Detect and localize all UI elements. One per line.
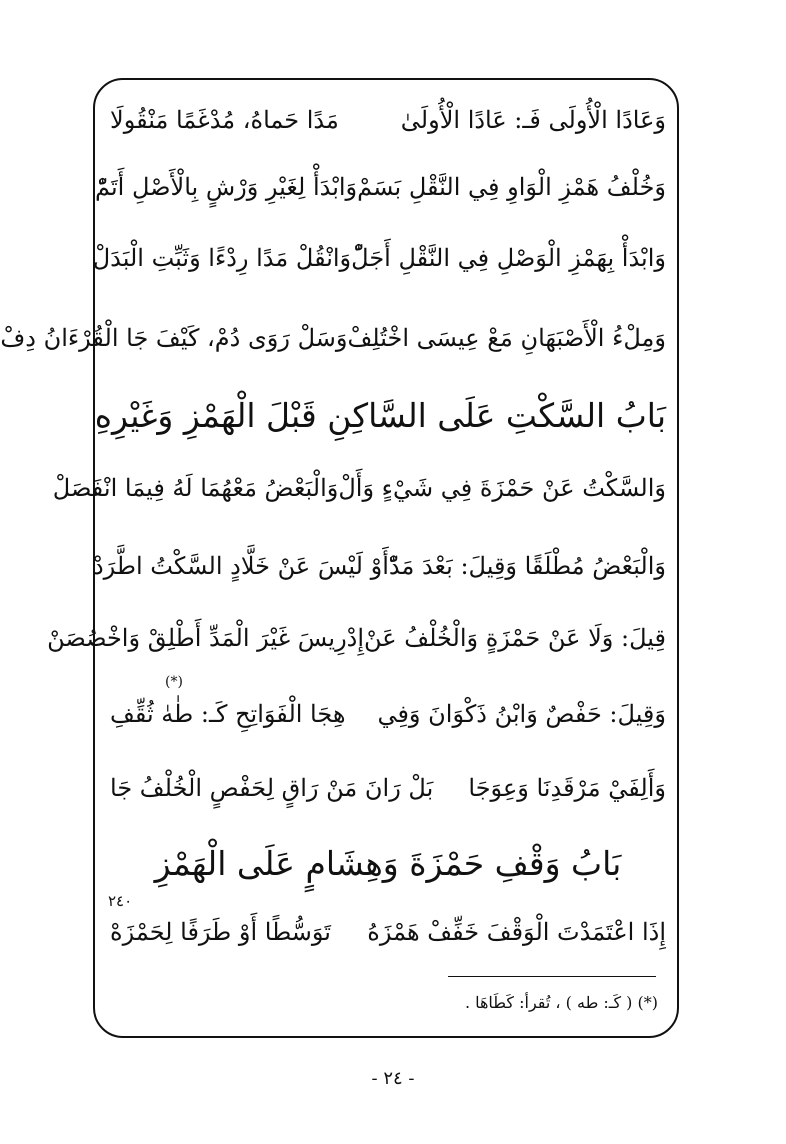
footnote-text: (*) ( كَـ: طه ) ، تُقرأ: كَطَاهَا . [464, 993, 658, 1012]
verse-line [95, 165, 666, 209]
verse-line [0, 316, 666, 360]
footnote-marker: (*) [165, 674, 183, 690]
footnote-divider [448, 976, 656, 977]
verse-first-hemistich: وَأَلِفَيْ مَرْقَدِنَا وَعِوَجَا [468, 774, 666, 802]
verse-first-hemistich: وَابْدَأْ بِهَمْزِ الْوَصْلِ فِي النَّقْلِ أَجَلّْ [351, 244, 666, 272]
verse-first-hemistich: وَالْبَعْضُ مُطْلَقًا وَقِيلَ: بَعْدَ مَدّْ [388, 552, 666, 580]
verse-line [47, 616, 666, 660]
verse-second-hemistich: تَوَسُّطًا أَوْ طَرَفًا لِحَمْزَهْ [110, 918, 331, 946]
verse-first-hemistich: وَعَادًا الْأُولَى فَـ: عَادًا الْأُولَىٰ [400, 106, 666, 134]
verse-first-hemistich: قِيلَ: وَلَا عَنْ حَمْزَةٍ وَالْخُلْفُ عَنْ [364, 624, 666, 652]
verse-second-hemistich: أَوْ لَيْسَ عَنْ خَلَّادٍ السَّكْتُ اطَّرَدْ [92, 552, 389, 580]
verse-line [110, 910, 666, 954]
section-heading-sakt: بَابُ السَّكْتِ عَلَى السَّاكِنِ قَبْلَ الْهَمْزِ وَغَيْرِهِ [94, 396, 666, 435]
verse-first-hemistich: وَخُلْفُ هَمْزِ الْوَاوِ فِي النَّقْلِ بَسَمْ [357, 173, 666, 201]
verse-second-hemistich: وَانْقُلْ مَدًا رِدْءًا وَثَبِّتِ الْبَدَلْ [92, 244, 352, 272]
verse-second-hemistich: بَلْ رَانَ مَنْ رَاقٍ لِحَفْصٍ الْخُلْفُ جَا [110, 774, 434, 802]
verse-second-hemistich: وَابْدَأْ لِغَيْرِ وَرْشٍ بِالْأَصْلِ أَتَمّْ [95, 173, 358, 201]
verse-line [92, 236, 666, 280]
verse-second-hemistich: وَالْبَعْضُ مَعْهُمَا لَهُ فِيمَا انْفَصَلْ [52, 474, 339, 502]
section-heading-waqf: بَابُ وَقْفِ حَمْزَةَ وَهِشَامٍ عَلَى الْهَمْزِ [154, 844, 622, 883]
verse-second-hemistich: هِجَا الْفَوَاتِحِ كَـ: طٰهٰ ثُقِّفِ [110, 700, 346, 728]
verse-line [52, 466, 666, 510]
verse-first-hemistich: وَالسَّكْتُ عَنْ حَمْزَةَ فِي شَيْءٍ وَأَلْ [338, 474, 666, 502]
verse-second-hemistich: مَدًا حَماهُ، مُدْغَمًا مَنْقُولَا [110, 106, 339, 134]
verse-first-hemistich: إِذَا اعْتَمَدْتَ الْوَقْفَ خَفِّفْ هَمْزَهُ [367, 918, 666, 946]
page-number: - ٢٤ - [371, 1068, 415, 1089]
verse-first-hemistich: وَقِيلَ: حَفْصٌ وَابْنُ ذَكْوَانَ وَفِي [377, 700, 666, 728]
verse-line [110, 692, 666, 736]
verse-second-hemistich: وَسَلْ رَوَى دُمْ، كَيْفَ جَا الْقُرْءَانُ دِفْ [0, 324, 348, 352]
verse-line [110, 98, 666, 142]
verse-second-hemistich: إِدْرِيسَ غَيْرَ الْمَدِّ أَطْلِقْ وَاخْصُصَنْ [47, 624, 365, 652]
verse-number: ٢٤٠ [108, 892, 133, 910]
verse-first-hemistich: وَمِلْءُ الْأَصْبَهَانِ مَعْ عِيسَى اخْتُلِفْ [347, 324, 666, 352]
verse-line [110, 766, 666, 810]
verse-line [92, 544, 666, 588]
